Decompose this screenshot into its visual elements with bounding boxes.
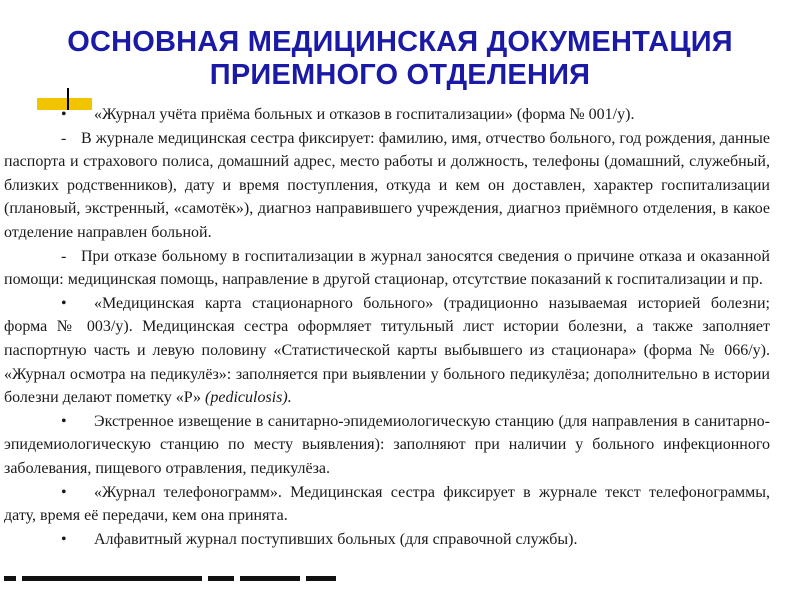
bullet-icon: •	[61, 106, 67, 123]
bullet-icon: •	[61, 530, 67, 548]
item-text: Алфавитный журнал поступивших больных (для справочной службы).	[94, 530, 578, 548]
subitem-text: При отказе больному в госпитализации в журнал заносятся сведения о причине отказа и оказанной помощи: медицинская помощь, направление в другой стационар, отсутствие показаний к госпитализации и пр.	[4, 247, 770, 289]
list-item	[4, 410, 770, 481]
document-body	[4, 103, 770, 551]
list-item	[4, 481, 770, 528]
list-item	[4, 103, 770, 127]
list-subitem	[4, 127, 770, 245]
subitem-text: В журнале медицинская сестра фиксирует: фамилию, имя, отчество больного, год рождения, данные паспорта и страхового полиса, домашний адрес, место работы и должность, телефоны (домашний, служебный, близких родственников), дату и время поступления, откуда и кем он доставлен, характер госпитализации (плановый, экстренный, «самотёк»), диагноз направившего учреждения, диагноз приёмного отделения, в какое отделение направлен больной.	[4, 129, 770, 241]
list-item	[4, 528, 770, 552]
page-title	[0, 26, 800, 92]
title-line-1: ОСНОВНАЯ МЕДИЦИНСКАЯ ДОКУМЕНТАЦИЯ	[67, 26, 733, 58]
item-text: «Медицинская карта стационарного больного» (традиционно называемая историей болезни; форма № 003/у). Медицинская сестра оформляет титульный лист истории болезни, а также заполняет паспортную часть и левую половину «Статистической карты выбывшего из стационара» (форма № 066/у). «Журнал осмотра на педикулёз»: заполняется при выявлении у больного педикулёза; дополнительно в истории болезни делают пометку «Р»	[4, 294, 770, 407]
dash-icon: -	[61, 129, 67, 147]
list-subitem	[4, 245, 770, 292]
list-item	[4, 292, 770, 410]
dash-icon: -	[61, 247, 67, 265]
bullet-icon: •	[61, 412, 67, 430]
bullet-icon: •	[61, 294, 67, 312]
item-text: «Журнал телефонограмм». Медицинская сестра фиксирует в журнале текст телефонограммы, дату, время её передачи, кем она принята.	[4, 483, 770, 525]
item-text: «Журнал учёта приёма больных и отказов в госпитализации» (форма № 001/у).	[94, 106, 635, 123]
cropped-text-line	[4, 576, 414, 586]
bullet-icon: •	[61, 483, 67, 501]
item-text: Экстренное извещение в санитарно-эпидемиологическую станцию (для направления в санитарно-эпидемиологическую станцию по месту выявления): заполняют при наличии у больного инфекционного заболевания, пищевого отравления, педикулёза.	[4, 412, 770, 477]
latin-term: (pediculosis).	[205, 389, 292, 407]
title-line-2: ПРИЕМНОГО ОТДЕЛЕНИЯ	[209, 59, 591, 91]
